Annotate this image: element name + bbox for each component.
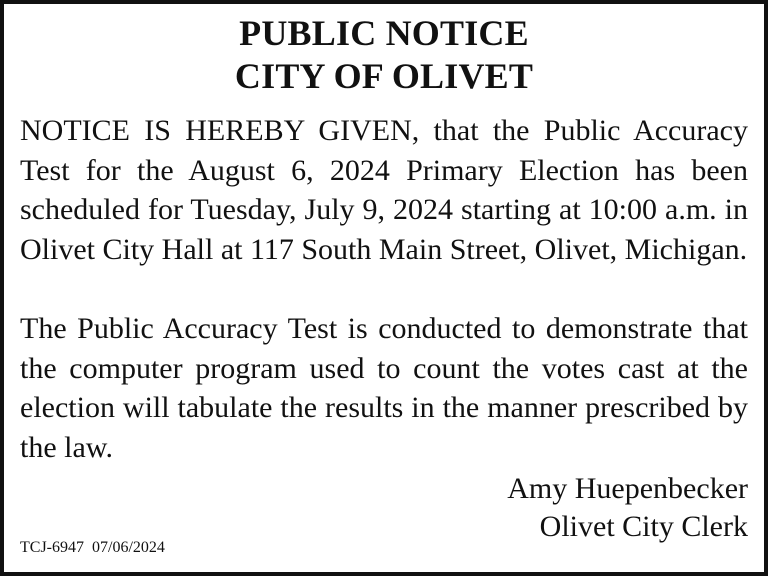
signer-name: Amy Huepenbecker: [507, 472, 748, 505]
publication-reference: TCJ-6947 07/06/2024: [20, 539, 165, 556]
notice-paragraph-purpose: The Public Accuracy Test is conducted to demonstrate that the computer program used to count the votes cast at the election will tabulate the results in the manner prescribed by the law.: [20, 312, 748, 464]
signer-title: Olivet City Clerk: [539, 510, 748, 543]
notice-paragraph-announcement: NOTICE IS HEREBY GIVEN, that the Public Accuracy Test for the August 6, 2024 Primary Election has been scheduled for Tuesday, July 9, 2024 starting at 10:00 a.m. in Olivet City Hall at 117 South Main Street, Olivet, Michigan.: [20, 114, 748, 266]
notice-subtitle-city: CITY OF OLIVET: [234, 56, 534, 96]
notice-title: PUBLIC NOTICE: [239, 13, 529, 53]
